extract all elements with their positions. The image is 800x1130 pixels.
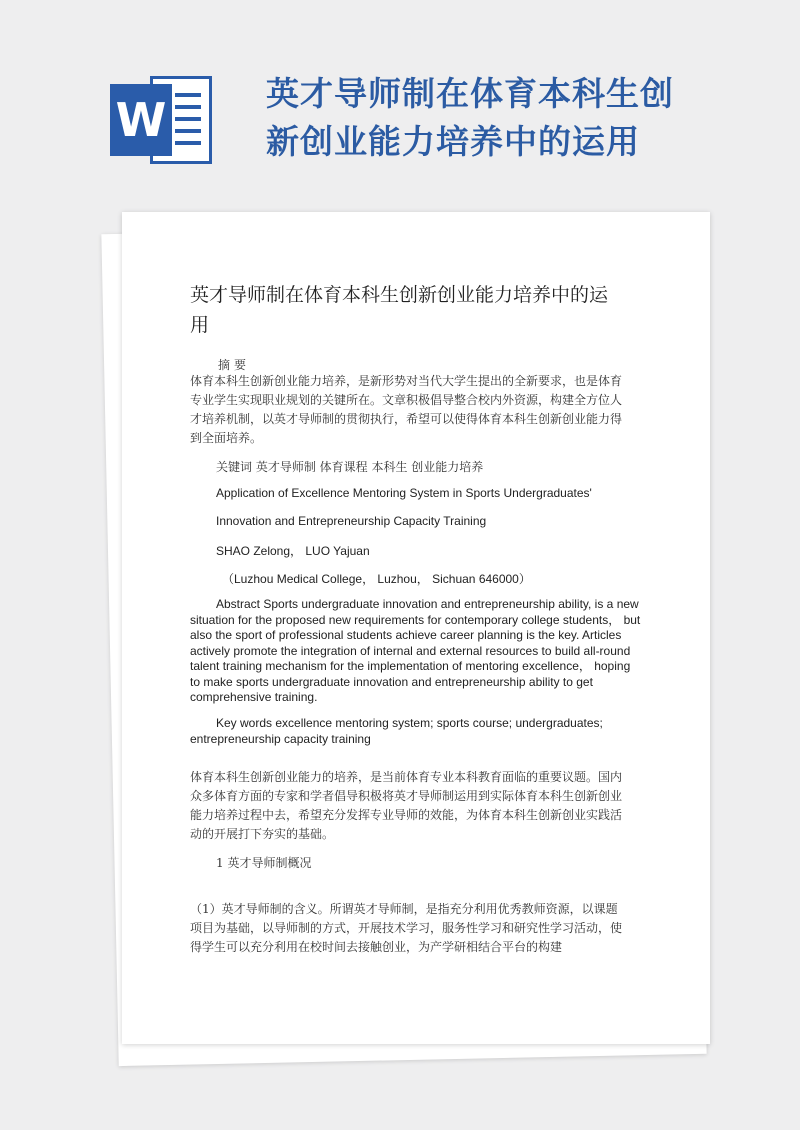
abstract-label: 摘要 (218, 358, 251, 372)
abstract-chinese: 体育本科生创新创业能力培养，是新形势对当代大学生提出的全新要求，也是体育专业学生实现职业规划的关键所在。文章积极倡导整合校内外资源，构建全方位人才培养机制，以英才导师制的贯彻执行，希望可以使得体育本科生创新创业能力得到全面培养。 (190, 374, 623, 445)
english-title-line-2: Innovation and Entrepreneurship Capacity Training (216, 514, 487, 528)
keywords-english: Key words excellence mentoring system; sports course; undergraduates; entrepreneurship capacity training (190, 716, 603, 746)
document-title: 英才导师制在体育本科生创新创业能力培养中的运用 (190, 284, 609, 336)
english-title-line-1: Application of Excellence Mentoring System in Sports Undergraduates' (216, 486, 592, 500)
section-1-paragraph: （1）英才导师制的含义。所谓英才导师制，是指充分利用优秀教师资源，以课题项目为基础，以导师制的方式，开展技术学习，服务性学习和研究性学习活动，使得学生可以充分利用在校时间去接触创业，为产学研相结合平台的构建 (190, 902, 623, 954)
keywords-chinese: 关键词 英才导师制 体育课程 本科生 创业能力培养 (216, 460, 484, 474)
word-w-badge: W (110, 84, 172, 156)
abstract-english: Abstract Sports undergraduate innovation and entrepreneurship ability, is a new situation for the proposed new requirements for contemporary college students， but also the sport of professional students achieve career planning is the key. Articles actively promote the integration of internal and external resources to build all-round talent training mechanism for the implementation of mentoring excellence， hoping to make sports undergraduate innovation and entrepreneurship ability to get comprehensive training. (190, 597, 641, 704)
header-banner (0, 0, 800, 200)
word-document-icon (110, 76, 214, 164)
document-page (122, 212, 710, 1044)
affiliation: （Luzhou Medical College， Luzhou， Sichuan 646000） (222, 572, 531, 586)
header-title: 英才导师制在体育本科生创新创业能力培养中的运用 (266, 74, 674, 161)
intro-paragraph: 体育本科生创新创业能力的培养，是当前体育专业本科教育面临的重要议题。国内众多体育方面的专家和学者倡导积极将英才导师制运用到实际体育本科生创新创业能力培养过程中去，希望充分发挥专业导师的效能，为体育本科生创新创业实践活动的开展打下夯实的基础。 (190, 770, 623, 841)
section-1-heading: 1 英才导师制概况 (216, 856, 312, 870)
authors: SHAO Zelong， LUO Yajuan (216, 544, 370, 558)
